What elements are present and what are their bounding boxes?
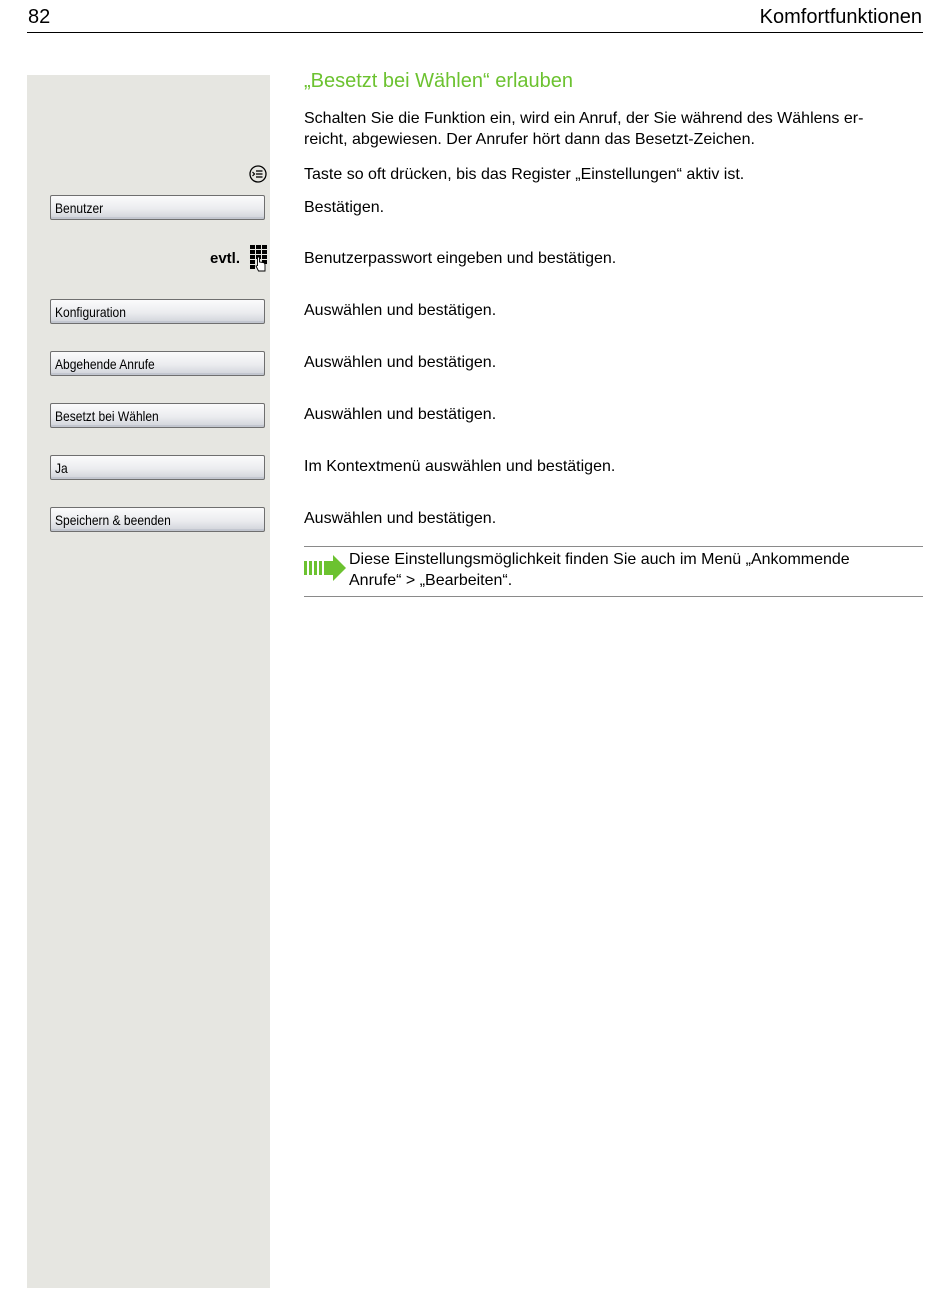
softkey-konfiguration[interactable]: Konfiguration bbox=[50, 299, 265, 324]
intro-line-2: reicht, abgewiesen. Der Anrufer hört dann das Besetzt-Zeichen. bbox=[304, 131, 755, 148]
page-heading: „Besetzt bei Wählen“ erlauben bbox=[304, 70, 574, 92]
menu-key-icon bbox=[249, 165, 267, 183]
note-line-2: Anrufe“ > „Bearbeiten“. bbox=[349, 572, 513, 589]
softkey-benutzer[interactable]: Benutzer bbox=[50, 195, 265, 220]
softkey-besetzt-bei-waehlen[interactable]: Besetzt bei Wählen bbox=[50, 403, 265, 428]
softkey-abgehende-anrufe[interactable]: Abgehende Anrufe bbox=[50, 351, 265, 376]
optional-label: evtl. bbox=[210, 250, 241, 267]
step-text: Benutzerpasswort eingeben und bestätigen. bbox=[304, 250, 617, 267]
step-text: Taste so oft drücken, bis das Register „Einstellungen“ aktiv ist. bbox=[304, 166, 745, 183]
step-text: Im Kontextmenü auswählen und bestätigen. bbox=[304, 458, 616, 475]
intro-line-1: Schalten Sie die Funktion ein, wird ein Anruf, der Sie während des Wählens er- bbox=[304, 110, 864, 127]
page-number: 82 bbox=[28, 6, 51, 28]
step-text: Auswählen und bestätigen. bbox=[304, 510, 497, 527]
section-title: Komfortfunktionen bbox=[759, 6, 922, 28]
step-text: Auswählen und bestätigen. bbox=[304, 406, 497, 423]
step-text: Auswählen und bestätigen. bbox=[304, 302, 497, 319]
softkey-speichern-beenden[interactable]: Speichern & beenden bbox=[50, 507, 265, 532]
step-text: Bestätigen. bbox=[304, 199, 385, 216]
step-text: Auswählen und bestätigen. bbox=[304, 354, 497, 371]
keypad-icon bbox=[249, 244, 269, 272]
note-text bbox=[349, 549, 919, 591]
green-arrow-icon bbox=[304, 555, 346, 581]
softkey-ja[interactable]: Ja bbox=[50, 455, 265, 480]
header-divider bbox=[27, 32, 923, 33]
note-line-1: Diese Einstellungsmöglichkeit finden Sie auch im Menü „Ankommende bbox=[349, 551, 850, 568]
note-bottom-rule bbox=[304, 596, 923, 597]
note-top-rule bbox=[304, 546, 923, 547]
